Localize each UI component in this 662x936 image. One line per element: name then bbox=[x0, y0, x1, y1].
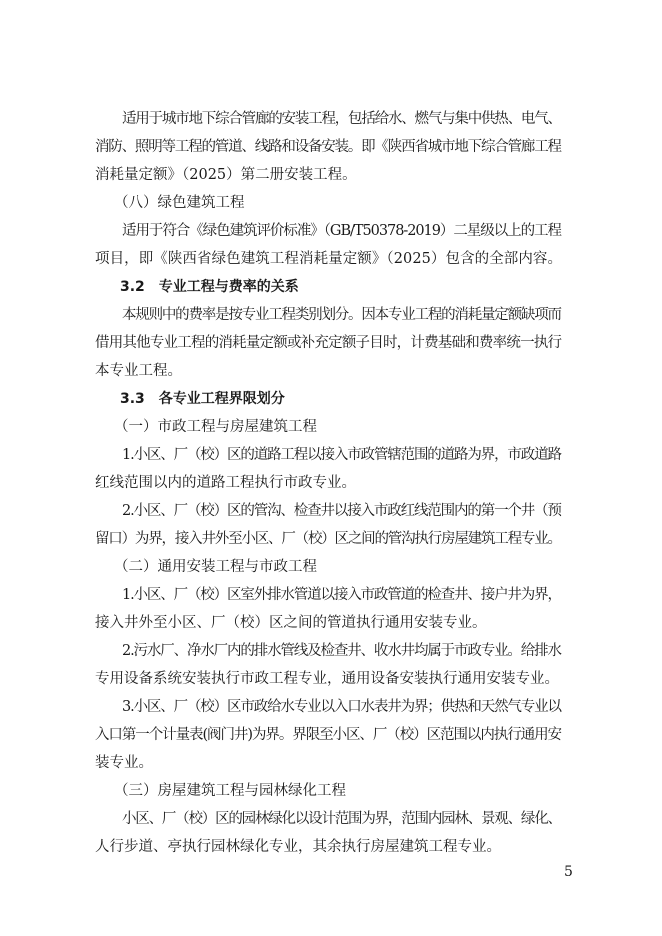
subsection-title: （八）绿色建筑工程 bbox=[114, 195, 245, 211]
subsection-title: （三）房屋建筑工程与园林绿化工程 bbox=[114, 783, 346, 799]
page-number: 5 bbox=[564, 864, 573, 880]
paragraph-line: 红线范围以内的道路工程执行市政专业。 bbox=[95, 475, 356, 491]
paragraph-line: 1.小区、厂（校）区室外排水管道以接入市政管道的检查井、接户井为界， bbox=[122, 587, 561, 603]
paragraph-line: 人行步道、亭执行园林绿化专业，其余执行房屋建筑工程专业。 bbox=[95, 839, 501, 855]
paragraph-line: 消耗量定额》（2025）第二册安装工程。 bbox=[95, 167, 357, 183]
paragraph-line: 适用于符合《绿色建筑评价标准》（GB/T50378-2019）二星级以上的工程 bbox=[122, 223, 561, 239]
paragraph-line: 消防、照明等工程的管道、线路和设备安装。即《陕西省城市地下综合管廊工程 bbox=[95, 139, 561, 155]
paragraph-line: 1.小区、厂（校）区的道路工程以接入市政管辖范围的道路为界，市政道路 bbox=[122, 447, 561, 463]
paragraph-line: 装专业。 bbox=[95, 755, 153, 771]
paragraph-line: 3.小区、厂（校）区市政给水专业以入口水表井为界；供热和天然气专业以 bbox=[122, 699, 561, 715]
paragraph-line: 入口第一个计量表(阀门井)为界。界限至小区、厂（校）区范围以内执行通用安 bbox=[95, 727, 561, 743]
subsection-title: （一）市政工程与房屋建筑工程 bbox=[114, 419, 317, 435]
paragraph-line: 借用其他专业工程的消耗量定额或补充定额子目时，计费基础和费率统一执行 bbox=[95, 335, 562, 351]
paragraph-line: 本专业工程。 bbox=[95, 363, 182, 379]
paragraph-line: 小区、厂（校）区的园林绿化以设计范围为界，范围内园林、景观、绿化、 bbox=[122, 811, 561, 827]
paragraph-line: 本规则中的费率是按专业工程类别划分。因本专业工程的消耗量定额缺项而 bbox=[122, 307, 561, 323]
section-heading: 3.3 各专业工程界限划分 bbox=[120, 391, 285, 407]
paragraph-line: 适用于城市地下综合管廊的安装工程，包括给水、燃气与集中供热、电气、 bbox=[122, 111, 561, 127]
subsection-title: （二）通用安装工程与市政工程 bbox=[114, 559, 317, 575]
paragraph-line: 项目，即《陕西省绿色建筑工程消耗量定额》（2025）包含的全部内容。 bbox=[95, 251, 563, 267]
paragraph-line: 2.污水厂、净水厂内的排水管线及检查井、收水井均属于市政专业。给排水 bbox=[122, 643, 561, 659]
paragraph-line: 专用设备系统安装执行市政工程专业，通用设备安装执行通用安装专业。 bbox=[95, 671, 559, 687]
paragraph-line: 接入井外至小区、厂（校）区之间的管道执行通用安装专业。 bbox=[95, 615, 487, 631]
paragraph-line: 留口）为界，接入井外至小区、厂（校）区之间的管沟执行房屋建筑工程专业。 bbox=[95, 531, 561, 547]
section-heading: 3.2 专业工程与费率的关系 bbox=[120, 279, 299, 295]
paragraph-line: 2.小区、厂（校）区的管沟、检查井以接入市政红线范围内的第一个井（预 bbox=[122, 503, 561, 519]
